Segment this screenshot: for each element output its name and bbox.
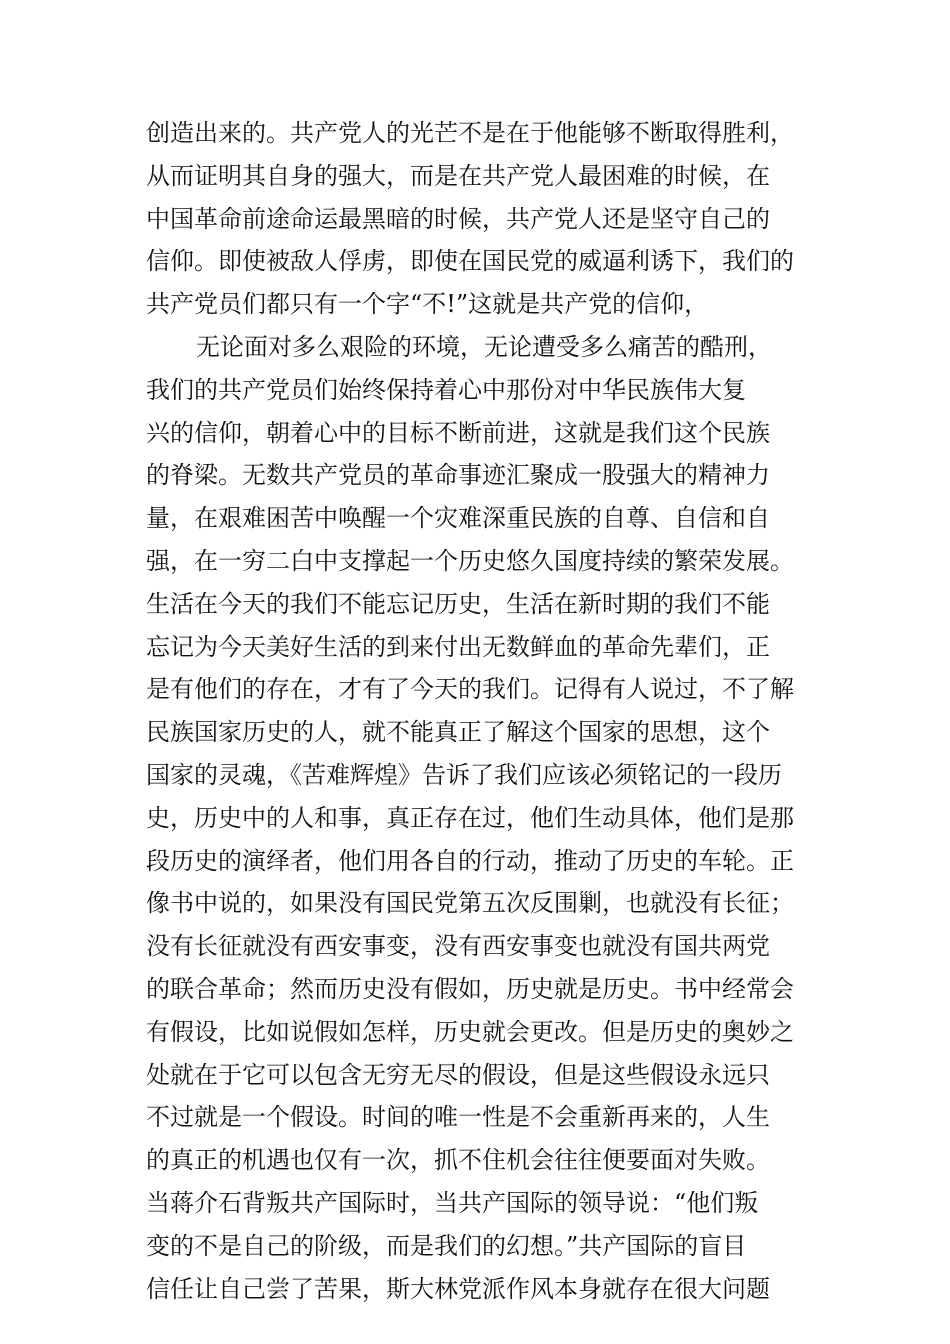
text-line: 处就在于它可以包含无穷无尽的假设，但是这些假设永远只	[146, 1060, 770, 1089]
text-line: 史，历史中的人和事，真正存在过，他们生动具体，他们是那	[146, 803, 794, 832]
text-line: 有假设，比如说假如怎样，历史就会更改。但是历史的奥妙之	[146, 1017, 794, 1046]
text-line: 忘记为今天美好生活的到来付出无数鲜血的革命先辈们，正	[146, 632, 770, 661]
text-line: 兴的信仰，朝着心中的目标不断前进，这就是我们这个民族	[146, 418, 770, 447]
text-line: 的联合革命；然而历史没有假如，历史就是历史。书中经常会	[146, 974, 794, 1003]
text-line: 段历史的演绎者，他们用各自的行动，推动了历史的车轮。正	[146, 846, 794, 875]
text-line: 的脊梁。无数共产党员的革命事迹汇聚成一股强大的精神力	[146, 461, 770, 490]
text-line: 信任让自己尝了苦果，斯大林党派作风本身就存在很大问题	[146, 1274, 770, 1303]
text-line: 生活在今天的我们不能忘记历史，生活在新时期的我们不能	[146, 589, 770, 618]
paragraph-start-line: 无论面对多么艰险的环境，无论遭受多么痛苦的酷刑，	[196, 332, 772, 361]
text-line: 中国革命前途命运最黑暗的时候，共产党人还是坚守自己的	[146, 204, 770, 233]
body-text	[146, 112, 812, 1310]
text-line: 变的不是自己的阶级，而是我们的幻想。”共产国际的盲目	[146, 1231, 747, 1260]
text-line: 不过就是一个假设。时间的唯一性是不会重新再来的，人生	[146, 1103, 770, 1132]
text-line: 共产党员们都只有一个字“不!”这就是共产党的信仰，	[146, 290, 709, 319]
text-line: 民族国家历史的人，就不能真正了解这个国家的思想，这个	[146, 718, 770, 747]
text-line: 我们的共产党员们始终保持着心中那份对中华民族伟大复	[146, 375, 746, 404]
text-line: 量，在艰难困苦中唤醒一个灾难深重民族的自尊、自信和自	[146, 504, 770, 533]
text-line: 像书中说的，如果没有国民党第五次反围剿，也就没有长征；	[146, 889, 794, 918]
text-line: 当蒋介石背叛共产国际时，当共产国际的领导说：“他们叛	[146, 1188, 759, 1217]
text-line: 国家的灵魂，《苦难辉煌》告诉了我们应该必须铭记的一段历	[146, 760, 782, 789]
text-line: 没有长征就没有西安事变，没有西安事变也就没有国共两党	[146, 932, 770, 961]
text-line: 强，在一穷二白中支撑起一个历史悠久国度持续的繁荣发展。	[146, 546, 794, 575]
text-line: 信仰。即使被敌人俘虏，即使在国民党的威逼利诱下，我们的	[146, 247, 794, 276]
text-line: 创造出来的。共产党人的光芒不是在于他能够不断取得胜利，	[146, 119, 794, 147]
text-line: 的真正的机遇也仅有一次，抓不住机会往往便要面对失败。	[146, 1146, 770, 1175]
text-line: 是有他们的存在，才有了今天的我们。记得有人说过，不了解	[146, 675, 794, 704]
text-line: 从而证明其自身的强大，而是在共产党人最困难的时候，在	[146, 161, 770, 190]
